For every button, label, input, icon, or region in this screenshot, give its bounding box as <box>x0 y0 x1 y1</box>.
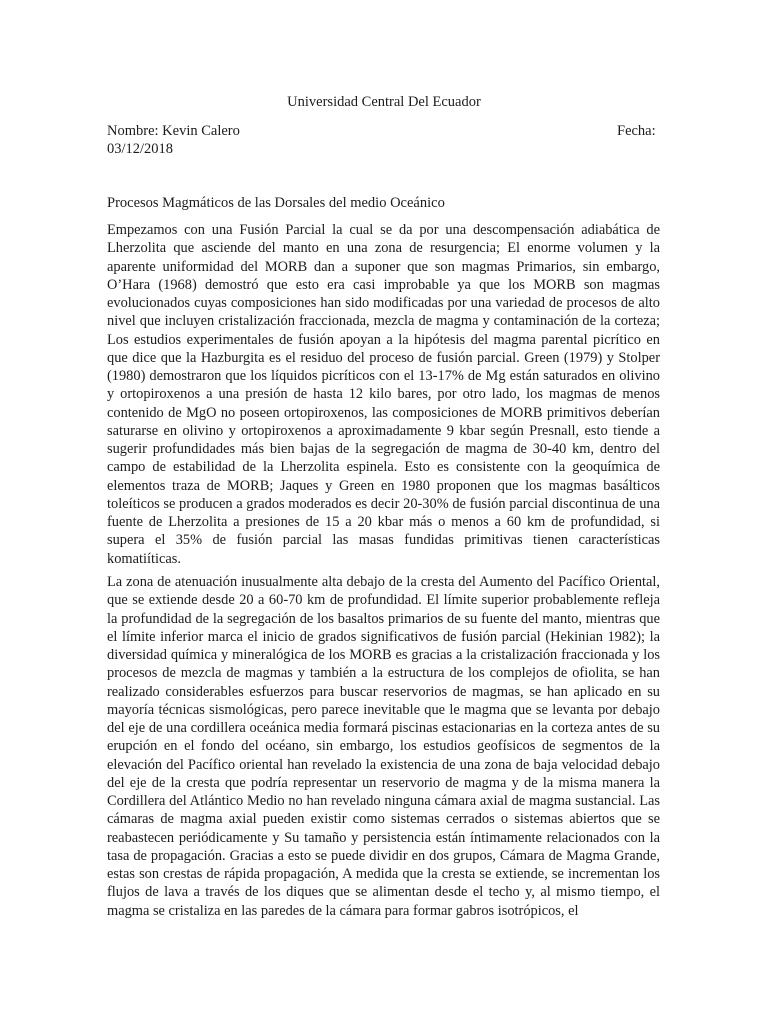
paragraph-1: Empezamos con una Fusión Parcial la cual se da por una descompensación adiabática de Lherzolita que asciende del manto en una zona de resurgencia; El enorme volumen y la aparente uniformidad del MORB dan a suponer que son magmas Primarios, sin embargo, O’Hara (1968) demostró que esto era casi improbable ya que los MORB son magmas evolucionados cuyas composiciones han sido modificadas por una variedad de procesos de alto nivel que incluyen cristalización fraccionada, mezcla de magma y contaminación de la corteza; Los estudios experimentales de fusión apoyan a la hipótesis del magma parental picrítico en que dice que la Hazburgita es el residuo del proceso de fusión parcial. Green (1979) y Stolper (1980) demostraron que los líquidos picríticos con el 13-17% de Mg están saturados en olivino y ortopiroxenos a una presión de hasta 12 kilo bares, por otro lado, los magmas de menos contenido de MgO no poseen ortopiroxenos, las composiciones de MORB primitivos deberían saturarse en olivino y ortopiroxenos a aproximadamente 9 kbar según Presnall, esto tiende a sugerir profundidades más bien bajas de la segregación de magma de 30-40 km, dentro del campo de estabilidad de la Lherzolita espinela. Esto es consistente con la geoquímica de elementos traza de MORB; Jaques y Green en 1980 proponen que los magmas basálticos toleíticos se producen a grados moderados es decir 20-30% de fusión parcial discontinua de una fuente de Lherzolita a presiones de 15 a 20 kbar más o menos a 60 km de profundidad, si supera el 35% de fusión parcial las masas fundidas primitivas tienen características komatiíticas. <box>107 222 660 567</box>
document-title: Procesos Magmáticos de las Dorsales del medio Oceánico <box>107 195 445 211</box>
paragraph-2: La zona de atenuación inusualmente alta debajo de la cresta del Aumento del Pacífico Oriental, que se extiende desde 20 a 60-70 km de profundidad. El límite superior probablemente refleja la profundidad de la segregación de los basaltos primarios de su fuente del manto, mientras que el límite inferior marca el inicio de grados significativos de fusión parcial (Hekinian 1982); la diversidad química y mineralógica de los MORB es gracias a la cristalización fraccionada y los procesos de mezcla de magmas y también a la estructura de los complejos de ofiolita, se han realizado considerables esfuerzos para buscar reservorios de magmas, se han aplicado en su mayoría técnicas sismológicas, pero parece inevitable que le magma que se levanta por debajo del eje de una cordillera oceánica media formará piscinas estacionarias en la corteza antes de su erupción en el fondo del océano, sin embargo, los estudios geofísicos de segmentos de la elevación del Pacífico oriental han revelado la existencia de una zona de baja velocidad debajo del eje de la cresta que podría representar un reservorio de magma y de la misma manera la Cordillera del Atlántico Medio no han revelado ninguna cámara axial de magma sustancial. Las cámaras de magma axial pueden existir como sistemas cerrados o sistemas abiertos que se reabastecen periódicamente y Su tamaño y persistencia están íntimamente relacionados con la tasa de propagación. Gracias a esto se puede dividir en dos grupos, Cámara de Magma Grande, estas son crestas de rápida propagación, A medida que la cresta se extiende, se incrementan los flujos de lava a través de los diques que se alimentan desde el techo y, al mismo tiempo, el magma se cristaliza en las paredes de la cámara para formar gabros isotrópicos, el <box>107 574 660 919</box>
student-name: Nombre: Kevin Calero <box>107 123 240 139</box>
date-value: 03/12/2018 <box>107 141 174 157</box>
university-heading: Universidad Central Del Ecuador <box>287 94 481 110</box>
date-label: Fecha: <box>617 123 656 139</box>
